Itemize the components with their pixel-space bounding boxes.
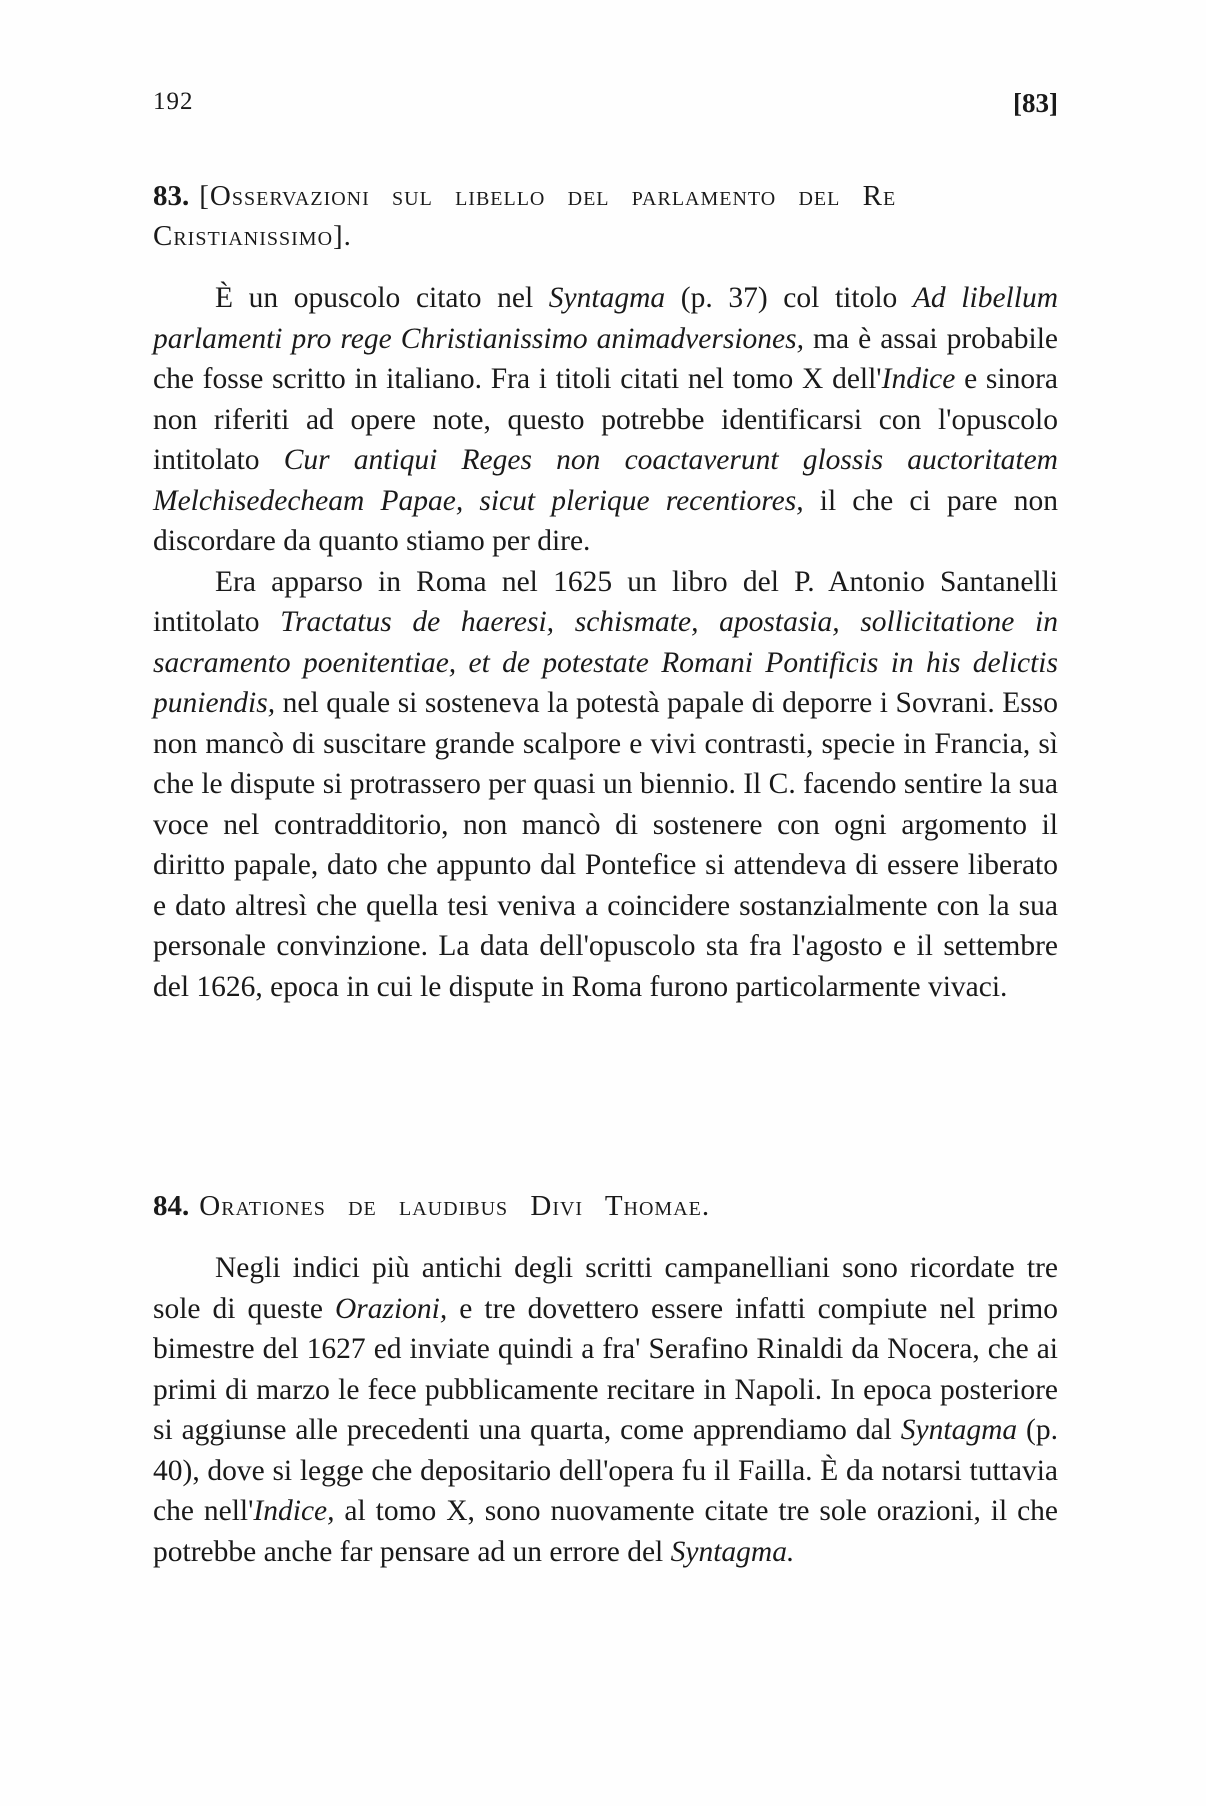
text-run: Era apparso in Roma nel 1625 un libro del P. Antonio Santanelli intitolato bbox=[153, 565, 1058, 638]
section-84-heading bbox=[153, 1186, 1058, 1226]
section-title: Orationes de laudibus Divi Thomae. bbox=[199, 1190, 711, 1222]
text-run: e tre dovettero essere infatti compiute nel primo bimestre del 1627 ed inviate quindi a fra' Serafino Rinaldi da Nocera, che ai primi di marzo le fece pubblicamente recitare in Napoli. In epoca posteriore si aggiunse alle precedenti una quarta, come apprendiamo dal bbox=[153, 1292, 1058, 1446]
section-number: 84. bbox=[153, 1190, 190, 1222]
italic-text-run: Tractatus de haeresi, schismate, apostasia, sollicitatione in sacramento poenitentiae, et de potestate Romani Pontificis in his delictis puniendis, bbox=[153, 606, 1058, 719]
paragraph bbox=[153, 1248, 1058, 1572]
page-header bbox=[153, 88, 1058, 128]
text-run: nel quale si sosteneva la potestà papale di deporre i Sovrani. Esso non mancò di suscitare grande scalpore e vivi contrasti, specie in Francia, sì che le dispute si protrassero per quasi un biennio. Il C. facendo sentire la sua voce nel contradditorio, non mancò di sostenere con ogni argomento il diritto papale, dato che appunto dal Pontefice si attendeva di essere liberato e dato altresì che quella tesi veniva a coincidere sostanzialmente con la sua personale convinzione. La data dell'opuscolo sta fra l'agosto e il settembre del 1626, epoca in cui le dispute in Roma furono particolarmente vivaci. bbox=[153, 687, 1058, 1003]
section-84-body bbox=[153, 1248, 1058, 1572]
section-title: [Osservazioni sul libello del parlamento del Re Cristianissimo]. bbox=[153, 180, 897, 252]
running-entry-reference: [83] bbox=[1013, 88, 1058, 118]
text-run: (p. 37) col titolo bbox=[665, 282, 913, 314]
text-run: al tomo X, sono nuovamente citate tre sole orazioni, il che potrebbe anche far pensare ad un errore del bbox=[153, 1495, 1058, 1568]
paragraph bbox=[153, 562, 1058, 1008]
text-run: il che ci pare non discordare da quanto stiamo per dire. bbox=[153, 484, 1058, 557]
italic-text-run: Indice, bbox=[253, 1495, 335, 1527]
text-run: È un opuscolo citato nel bbox=[215, 282, 549, 314]
italic-text-run: Indice bbox=[881, 363, 956, 395]
paragraph bbox=[153, 278, 1058, 562]
text-run: e sinora non riferiti ad opere note, questo potrebbe identificarsi con l'opuscolo intitolato bbox=[153, 363, 1058, 476]
italic-text-run: Cur antiqui Reges non coactaverunt glossis auctoritatem Melchisedecheam Papae, sicut plerique recentiores, bbox=[153, 444, 1058, 517]
text-run: (p. 40), dove si legge che depositario dell'opera fu il Failla. È da notarsi tuttavia che nell' bbox=[153, 1414, 1058, 1527]
italic-text-run: Ad libellum parlamenti pro rege Christianissimo animadversiones, bbox=[153, 282, 1058, 355]
section-83-heading bbox=[153, 176, 1058, 256]
section-83-body bbox=[153, 278, 1058, 1007]
italic-text-run: Orazioni, bbox=[334, 1292, 448, 1325]
text-run: ma è assai probabile che fosse scritto in italiano. Fra i titoli citati nel tomo X dell' bbox=[153, 322, 1058, 395]
text-run: Negli indici più antichi degli scritti campanelliani sono ricordate tre sole di queste bbox=[153, 1252, 1058, 1325]
page-number: 192 bbox=[153, 88, 194, 115]
italic-text-run: Syntagma bbox=[548, 282, 666, 314]
italic-text-run: Syntagma. bbox=[670, 1535, 795, 1568]
section-number: 83. bbox=[153, 180, 190, 212]
italic-text-run: Syntagma bbox=[900, 1414, 1018, 1446]
